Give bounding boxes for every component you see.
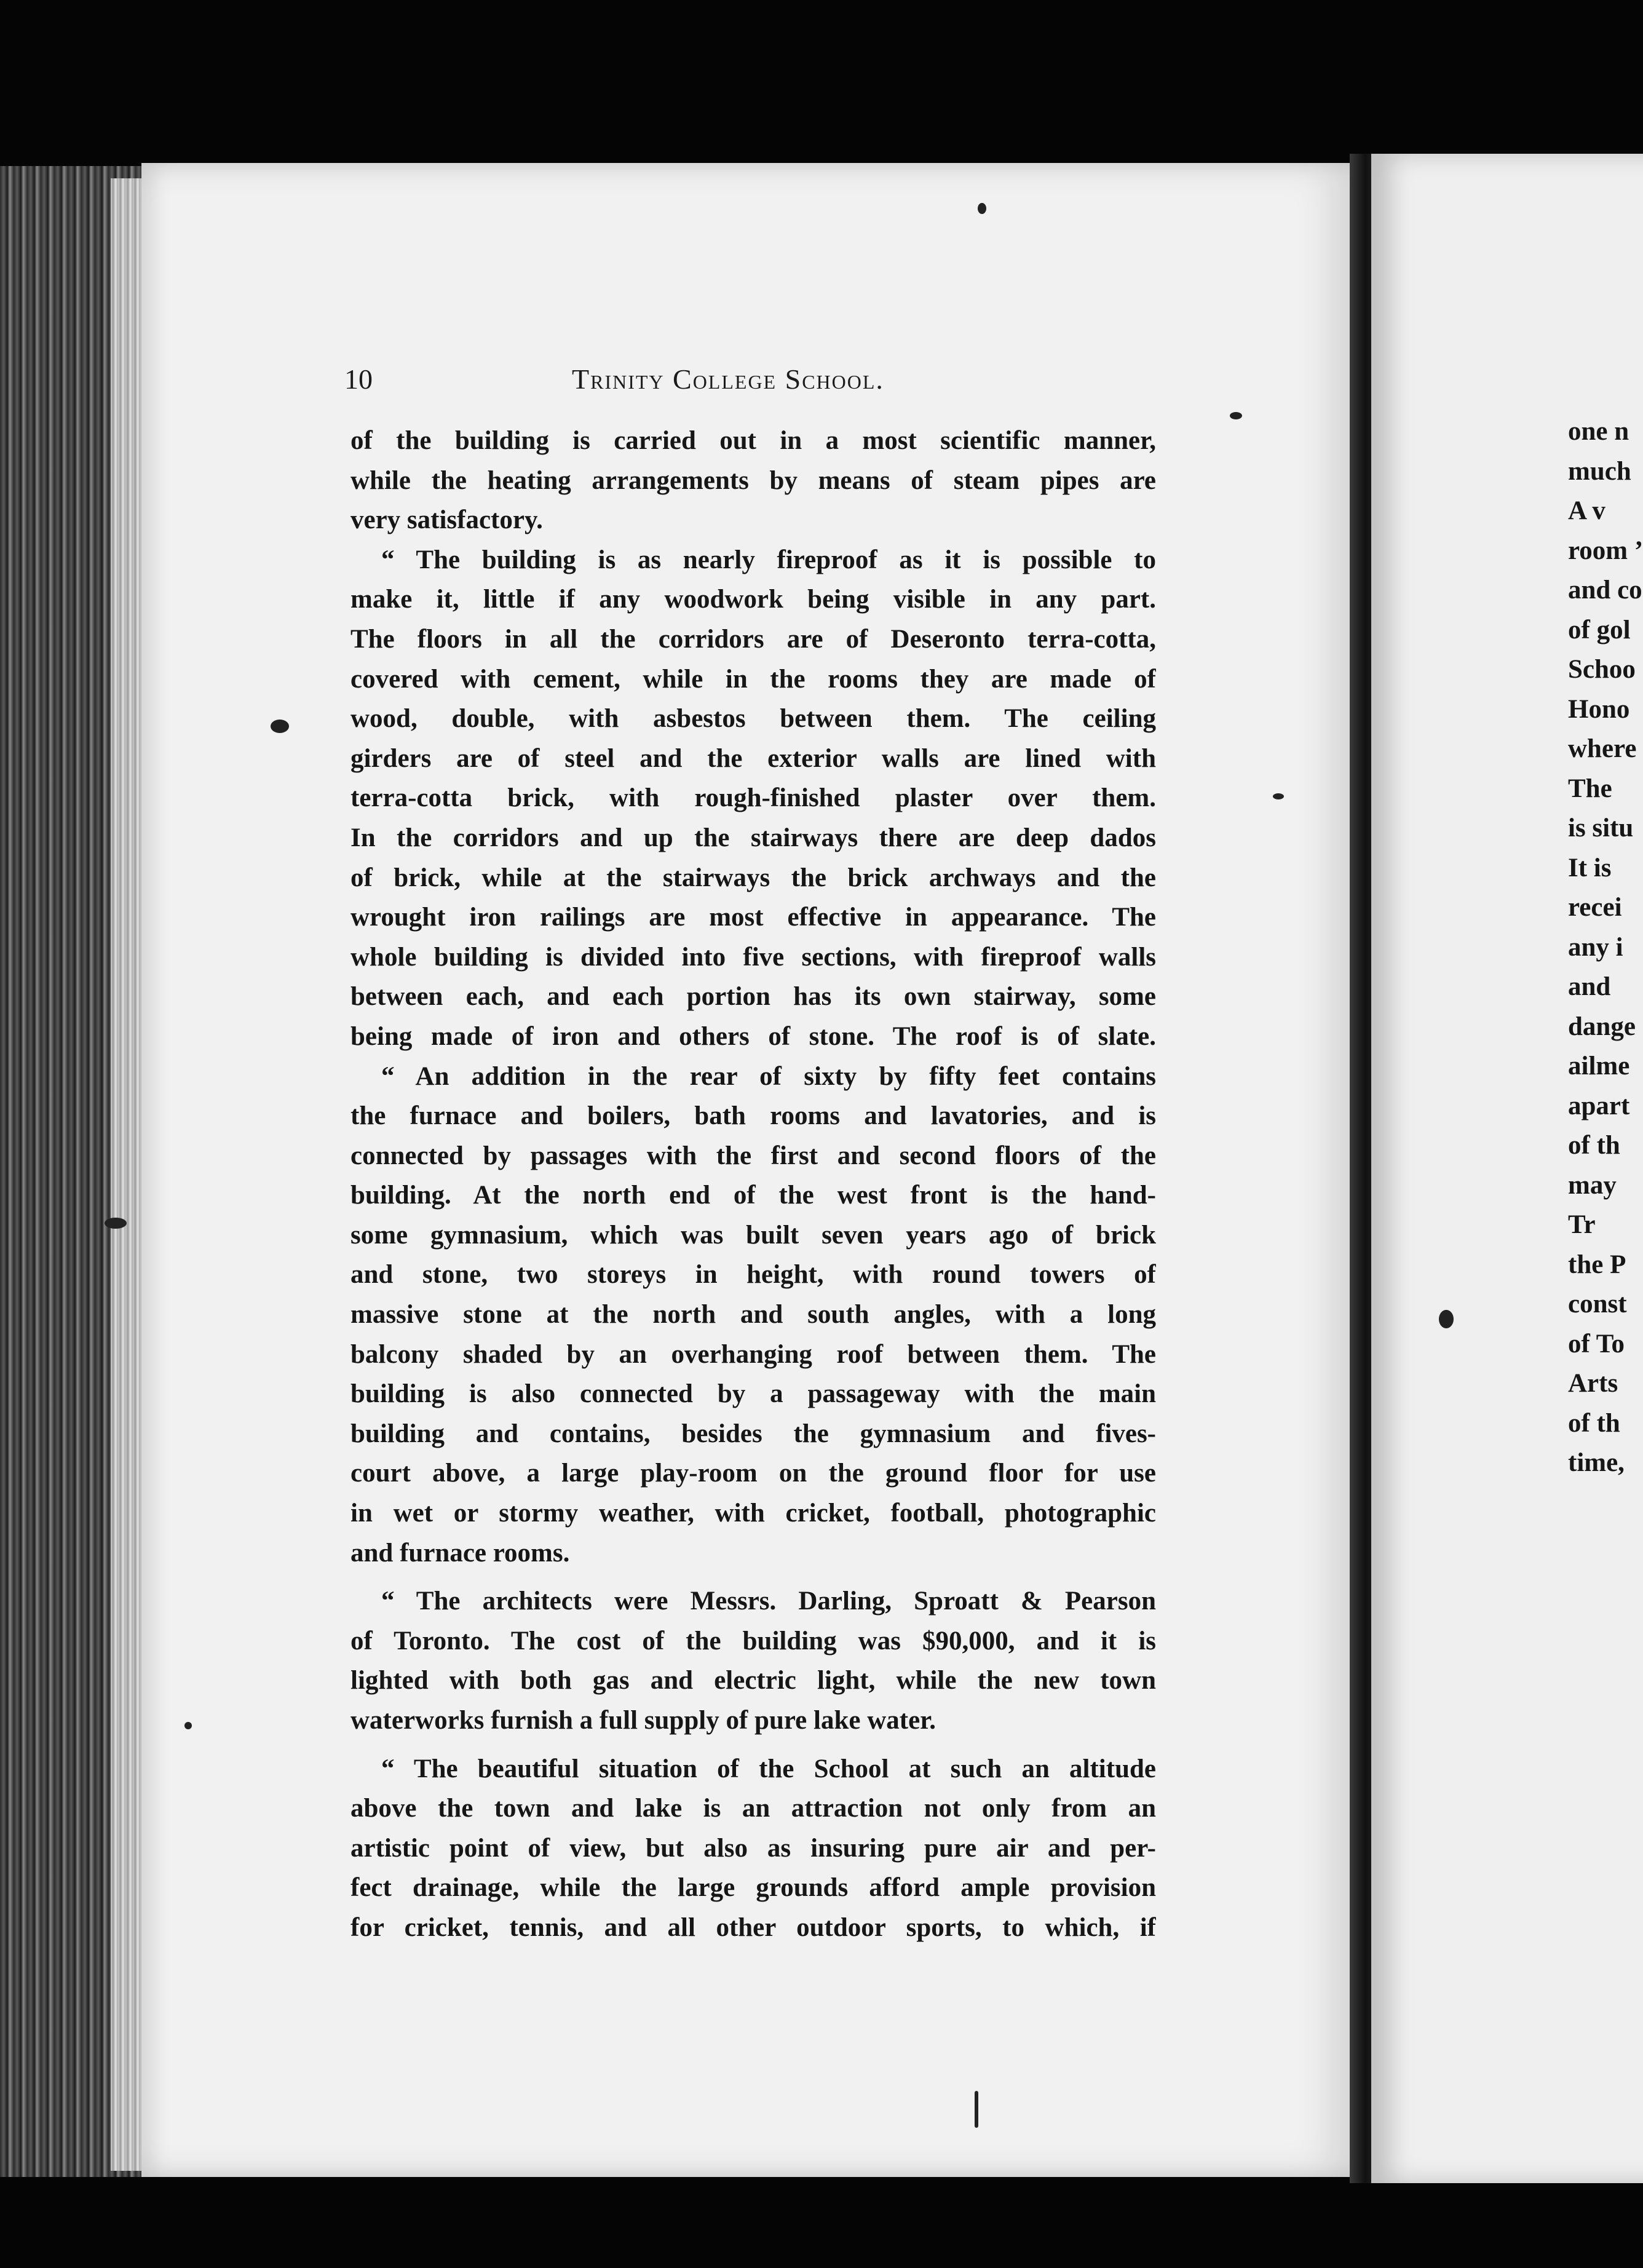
fragment-line: apart (1568, 1091, 1630, 1120)
fragment-line: dange (1568, 1012, 1636, 1041)
fragment-line: Hono (1568, 694, 1630, 724)
text-line: massive stone at the north and south angles, with a long (350, 1300, 1156, 1330)
fragment-line: of gol (1568, 615, 1631, 644)
fragment-line: the P (1568, 1250, 1626, 1279)
fragment-line: A v (1568, 496, 1605, 525)
text-line: fect drainage, while the large grounds afford ample provision (350, 1873, 1156, 1903)
fragment-line: of th (1568, 1131, 1620, 1160)
text-line: In the corridors and up the stairways there are deep dados (350, 823, 1156, 852)
text-line: terra-cotta brick, with rough-finished plaster over them. (350, 783, 1156, 813)
text-line: covered with cement, while in the rooms they are made of (350, 664, 1156, 694)
fragment-line: Arts (1568, 1369, 1618, 1398)
text-line: building and contains, besides the gymnasium and fives- (350, 1419, 1156, 1448)
text-line: building is also connected by a passageway with the main (350, 1379, 1156, 1409)
ink-speck (975, 2091, 978, 2128)
fragment-line: is situ (1568, 814, 1634, 843)
text-line: and furnace rooms. (350, 1538, 570, 1568)
fragment-line: room ’ (1568, 536, 1643, 565)
text-line: “ The architects were Messrs. Darling, Sproatt & Pearson (381, 1587, 1156, 1616)
text-line: of brick, while at the stairways the brick archways and the (350, 863, 1156, 892)
text-line: being made of iron and others of stone. The roof is of slate. (350, 1021, 1156, 1051)
text-line: of the building is carried out in a most scientific manner, (350, 426, 1156, 455)
fragment-line: The (1568, 774, 1612, 803)
page-number: 10 (344, 363, 373, 395)
text-line: between each, and each portion has its own stairway, some (350, 982, 1156, 1012)
ink-speck (1273, 793, 1284, 799)
text-line: waterworks furnish a full supply of pure lake water. (350, 1706, 936, 1735)
text-line: connected by passages with the first and second floors of the (350, 1141, 1156, 1170)
text-line: very satisfactory. (350, 506, 543, 535)
text-line: of Toronto. The cost of the building was $90,000, and it is (350, 1626, 1156, 1655)
fragment-line: of th (1568, 1408, 1620, 1438)
page-title: Trinity College School. (572, 363, 884, 395)
text-line: make it, little if any woodwork being visible in any part. (350, 585, 1156, 614)
paragraph-gap (350, 1741, 1156, 1750)
running-head (344, 363, 1261, 400)
text-line: for cricket, tennis, and all other outdoor sports, to which, if (350, 1913, 1156, 1942)
fragment-line: recei (1568, 893, 1622, 922)
text-line: wrought iron railings are most effective in appearance. The (350, 903, 1156, 932)
text-line: above the town and lake is an attraction not only from an (350, 1794, 1156, 1823)
fragment-line: one n (1568, 417, 1629, 446)
text-line: balcony shaded by an overhanging roof between them. The (350, 1339, 1156, 1369)
fragment-line: It is (1568, 853, 1612, 882)
fragment-line: time, (1568, 1448, 1625, 1477)
fragment-line: where (1568, 734, 1637, 763)
fragment-line: Schoo (1568, 655, 1636, 684)
text-line: while the heating arrangements by means of steam pipes are (350, 466, 1156, 495)
text-line: girders are of steel and the exterior walls are lined with (350, 743, 1156, 773)
fragment-line: any i (1568, 932, 1623, 962)
text-line: artistic point of view, but also as insuring pure air and per- (350, 1833, 1156, 1863)
fragment-line: and co (1568, 576, 1642, 605)
fragment-line: and (1568, 972, 1611, 1001)
ink-speck (184, 1722, 192, 1729)
text-line: building. At the north end of the west front is the hand- (350, 1181, 1156, 1210)
text-line: the furnace and boilers, bath rooms and lavatories, and is (350, 1101, 1156, 1131)
fragment-line: Tr (1568, 1210, 1596, 1239)
fragment-line: ailme (1568, 1052, 1630, 1080)
text-line: lighted with both gas and electric light, while the new town (350, 1666, 1156, 1695)
text-line: “ An addition in the rear of sixty by fifty feet contains (381, 1061, 1156, 1091)
text-line: and stone, two storeys in height, with round towers of (350, 1260, 1156, 1290)
ink-speck (105, 1218, 127, 1229)
text-line: some gymnasium, which was built seven years ago of brick (350, 1220, 1156, 1250)
ink-speck (1439, 1310, 1454, 1328)
ink-speck (271, 720, 289, 733)
ink-speck (978, 203, 986, 214)
fragment-line: of To (1568, 1329, 1625, 1358)
fragment-line: const (1568, 1290, 1627, 1318)
paragraph-gap (350, 1573, 1156, 1582)
text-line: in wet or stormy weather, with cricket, football, photographic (350, 1499, 1156, 1528)
text-line: wood, double, with asbestos between them. The ceiling (350, 704, 1156, 734)
body-text (350, 421, 1156, 1948)
page-edges (0, 166, 148, 2177)
fragment-line: much (1568, 456, 1631, 486)
right-page-text-fragments (1568, 412, 1643, 1483)
text-line: court above, a large play-room on the ground floor for use (350, 1459, 1156, 1488)
text-line: The floors in all the corridors are of Deseronto terra-cotta, (350, 624, 1156, 654)
fragment-line: may (1568, 1170, 1617, 1200)
text-line: “ The building is as nearly fireproof as it is possible to (381, 545, 1156, 574)
ink-speck (1230, 412, 1242, 419)
text-line: whole building is divided into five sections, with fireproof walls (350, 942, 1156, 972)
text-line: “ The beautiful situation of the School at such an altitude (381, 1754, 1156, 1783)
